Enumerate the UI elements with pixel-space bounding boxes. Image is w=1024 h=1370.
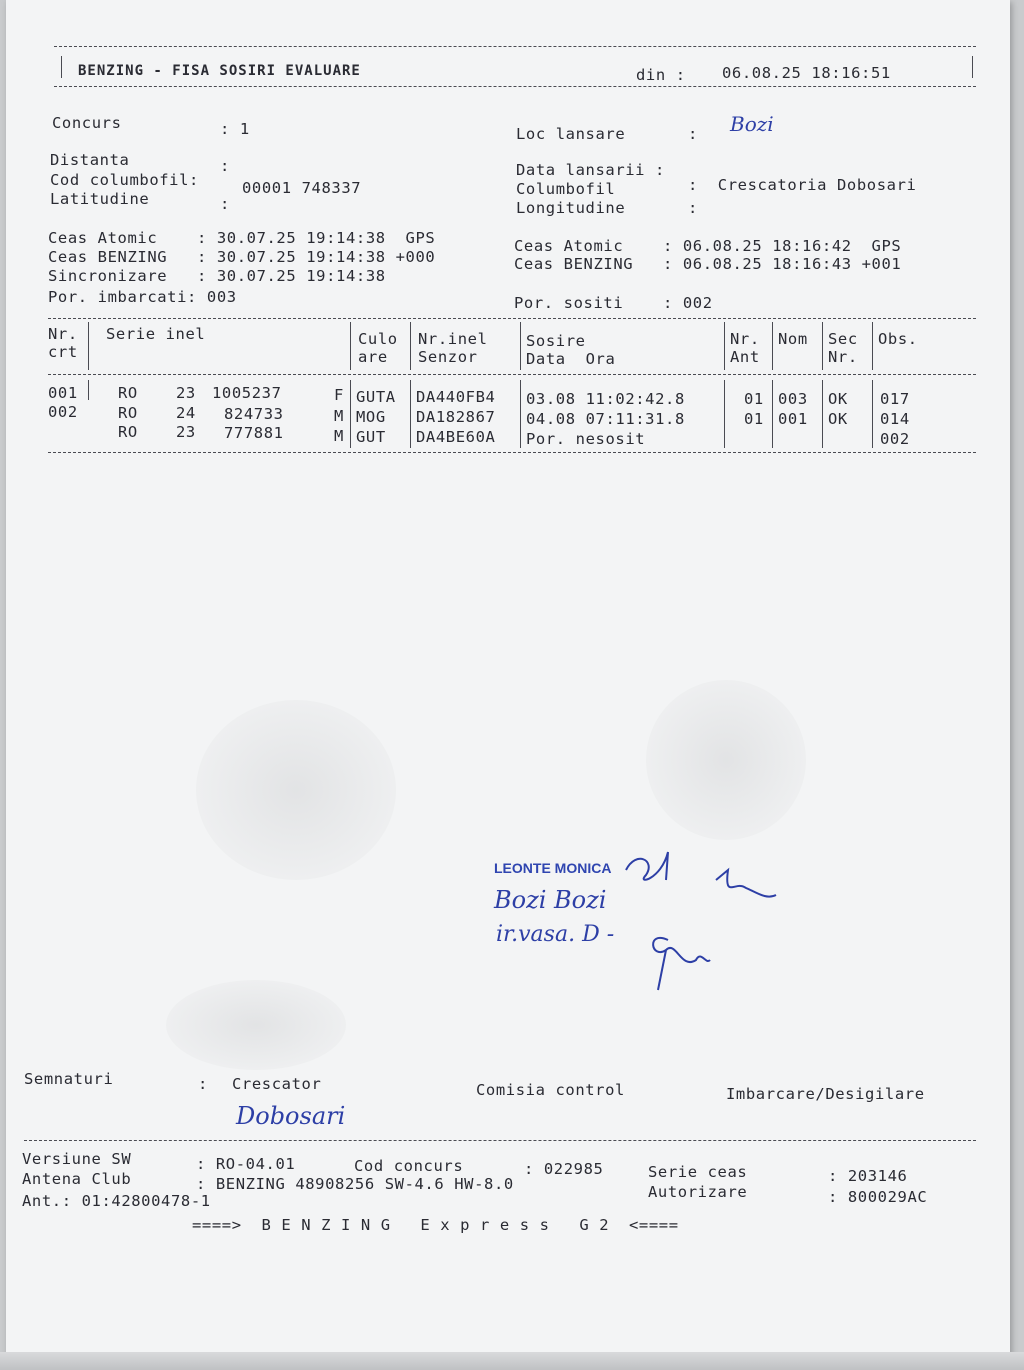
distanta-label: Distanta — [50, 151, 130, 169]
col-sep — [724, 322, 725, 370]
ceas-benzing-lansare: Ceas BENZING : 30.07.25 19:14:38 +000 — [48, 248, 436, 266]
header-sec-nr: Sec Nr. — [828, 330, 858, 366]
cell-culoare: GUT — [356, 428, 386, 446]
cod-concurs-label: Cod concurs — [354, 1157, 464, 1175]
cell-an: 24 — [176, 404, 196, 422]
handwritten-note-line2: ir.vasa. D - — [496, 922, 615, 947]
serie-ceas-value: : 203146 — [828, 1167, 908, 1185]
cell-nr: 001 — [48, 384, 78, 402]
latitudine-value: : — [220, 195, 230, 213]
header-nr-ant: Nr. Ant — [730, 330, 760, 366]
cod-columbofil-value: 00001 748337 — [242, 179, 362, 197]
col-sep — [772, 322, 773, 370]
header-nr-crt: Nr. crt — [48, 325, 78, 361]
cell-sec: OK — [828, 410, 848, 428]
antena-club-label: Antena Club — [22, 1170, 132, 1188]
antena-club-value: : BENZING 48908256 SW-4.6 HW-8.0 — [196, 1175, 514, 1193]
cell-nom: 003 — [778, 390, 808, 408]
document-sheet — [6, 0, 1010, 1356]
cell-sec: OK — [828, 390, 848, 408]
longitudine-value: : — [688, 199, 698, 217]
header-right-bar — [972, 56, 973, 78]
cell-serie: 1005237 — [212, 384, 282, 402]
crescator-signature: Dobosari — [236, 1102, 346, 1130]
col-sep — [822, 380, 823, 448]
page-title: BENZING - FISA SOSIRI EVALUARE — [78, 63, 361, 79]
col-sep — [520, 322, 521, 370]
cell-ant: 01 — [744, 410, 764, 428]
print-date: 06.08.25 18:16:51 — [722, 64, 891, 82]
cell-sex: M — [334, 407, 344, 425]
cell-tara: RO — [118, 384, 138, 402]
comisia-control-label: Comisia control — [476, 1081, 625, 1099]
latitudine-label: Latitudine — [50, 190, 150, 208]
cell-nom: 001 — [778, 410, 808, 428]
cell-obs: 017 — [880, 390, 910, 408]
cell-sosire: 04.08 07:11:31.8 — [526, 410, 685, 428]
concurs-label: Concurs — [52, 114, 122, 132]
cell-an: 23 — [176, 384, 196, 402]
handwritten-signatures — [606, 840, 796, 1010]
columbofil-label: Columbofil — [516, 180, 616, 198]
background-smudge — [196, 700, 396, 880]
cell-ant: 01 — [744, 390, 764, 408]
distanta-value: : — [220, 157, 230, 175]
col-sep — [410, 380, 411, 448]
header-culoare: Culo are — [358, 330, 398, 366]
col-sep — [872, 322, 873, 370]
header-bottom-rule — [54, 86, 976, 87]
footer-rule — [24, 1140, 976, 1141]
columbofil-value: : Crescatoria Dobosari — [688, 176, 917, 194]
cell-tara: RO — [118, 423, 138, 441]
cell-senzor: DA440FB4 — [416, 388, 496, 406]
table-top-rule — [48, 318, 976, 319]
loc-lansare-label: Loc lansare — [516, 125, 626, 143]
cod-columbofil-label: Cod columbofil: — [50, 171, 199, 189]
ceas-atomic-lansare: Ceas Atomic : 30.07.25 19:14:38 GPS — [48, 229, 436, 247]
semnaturi-colon: : — [198, 1075, 208, 1093]
ceas-benzing-sosire: Ceas BENZING : 06.08.25 18:16:43 +001 — [514, 255, 902, 273]
header-nr-inel-senzor: Nr.inel Senzor — [418, 330, 488, 366]
concurs-value: : 1 — [220, 120, 250, 138]
background-smudge — [646, 680, 806, 840]
header-nom: Nom — [778, 330, 808, 348]
cell-serie: 824733 — [224, 405, 284, 423]
cell-sex: F — [334, 386, 344, 404]
header-top-rule — [54, 46, 976, 47]
col-sep — [350, 380, 351, 448]
loc-lansare-value: : — [688, 125, 698, 143]
antena-id: Ant.: 01:42800478-1 — [22, 1192, 211, 1210]
col-sep — [822, 322, 823, 370]
cell-culoare: MOG — [356, 408, 386, 426]
col-sep — [88, 322, 89, 370]
porumbei-sositi: Por. sositi : 002 — [514, 294, 713, 312]
data-lansarii-label: Data lansarii : — [516, 161, 665, 179]
cell-tara: RO — [118, 404, 138, 422]
cell-culoare: GUTA — [356, 388, 396, 406]
commission-stamp: LEONTE MONICA — [494, 860, 612, 876]
serie-ceas-label: Serie ceas — [648, 1163, 748, 1181]
date-label: din : — [636, 66, 686, 84]
versiune-sw-value: : RO-04.01 — [196, 1155, 296, 1173]
header-sosire: Sosire Data Ora — [526, 332, 616, 368]
porumbei-imbarcati: Por. imbarcati: 003 — [48, 288, 237, 306]
autorizare-label: Autorizare — [648, 1183, 748, 1201]
ceas-atomic-sosire: Ceas Atomic : 06.08.25 18:16:42 GPS — [514, 237, 902, 255]
cell-senzor: DA4BE60A — [416, 428, 496, 446]
background-smudge — [166, 980, 346, 1070]
versiune-sw-label: Versiune SW — [22, 1150, 132, 1168]
table-bottom-rule — [48, 452, 976, 453]
crescator-label: Crescator — [232, 1075, 322, 1093]
cell-sex: M — [334, 427, 344, 445]
cell-an: 23 — [176, 423, 196, 441]
header-obs: Obs. — [878, 330, 918, 348]
stacked-pages-edge — [0, 1352, 1024, 1370]
header-serie-inel: Serie inel — [106, 325, 206, 343]
col-sep — [350, 322, 351, 370]
col-sep — [872, 380, 873, 448]
col-sep — [772, 380, 773, 448]
cod-concurs-value: : 022985 — [524, 1160, 604, 1178]
benzing-banner: ====> B E N Z I N G E x p r e s s G 2 <==== — [192, 1216, 679, 1234]
col-sep — [724, 380, 725, 448]
cell-sosire: Por. nesosit — [526, 430, 646, 448]
header-left-bar — [61, 56, 62, 78]
cell-senzor: DA182867 — [416, 408, 496, 426]
imbarcare-desigilare-label: Imbarcare/Desigilare — [726, 1085, 925, 1103]
sincronizare: Sincronizare : 30.07.25 19:14:38 — [48, 267, 386, 285]
cell-sosire: 03.08 11:02:42.8 — [526, 390, 685, 408]
cell-serie: 777881 — [224, 424, 284, 442]
semnaturi-label: Semnaturi — [24, 1070, 114, 1088]
loc-lansare-handwritten: Bozi — [730, 112, 774, 136]
longitudine-label: Longitudine — [516, 199, 626, 217]
cell-obs: 014 — [880, 410, 910, 428]
table-header-rule — [48, 374, 976, 375]
col-sep — [88, 380, 89, 400]
col-sep — [520, 380, 521, 448]
col-sep — [410, 322, 411, 370]
autorizare-value: : 800029AC — [828, 1188, 928, 1206]
cell-nr: 002 — [48, 403, 78, 421]
handwritten-note-line1: Bozi Bozi — [494, 886, 607, 914]
cell-obs: 002 — [880, 430, 910, 448]
